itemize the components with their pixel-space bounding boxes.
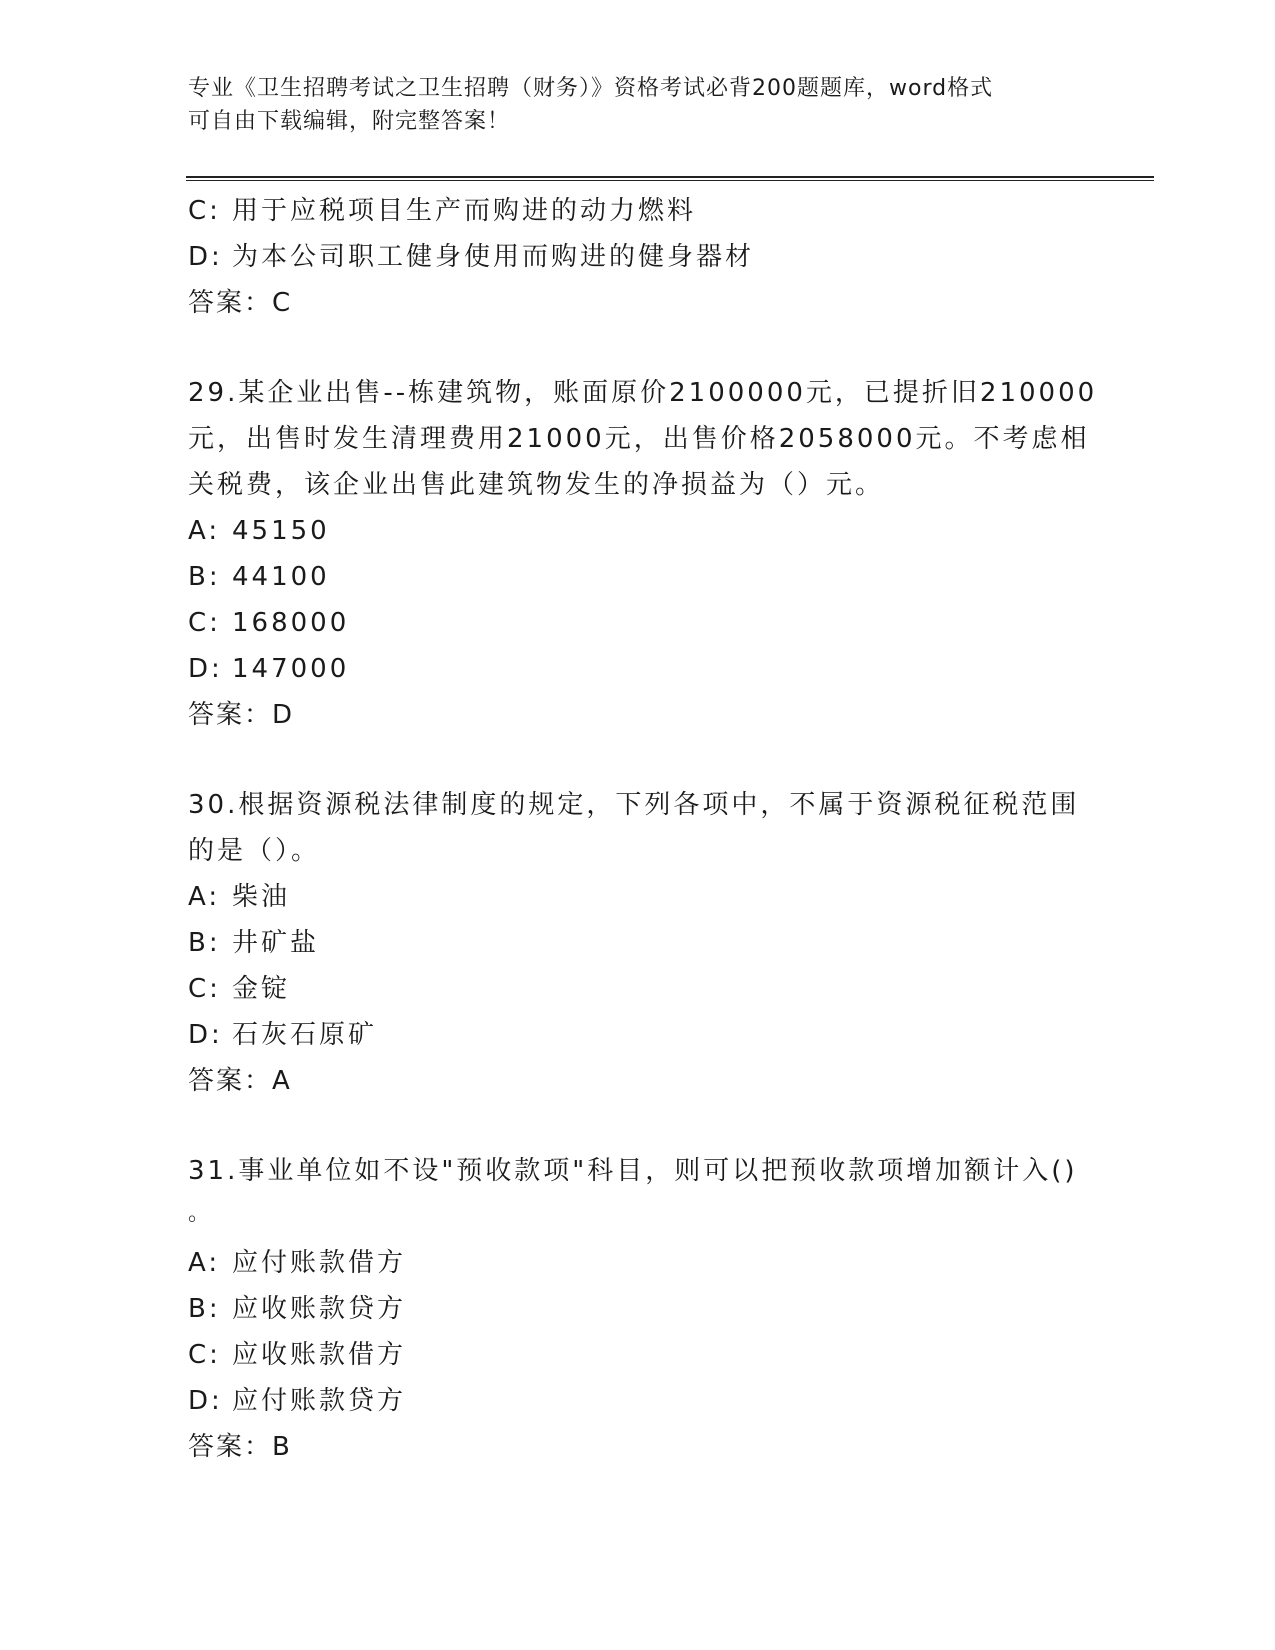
option-text: 应付账款贷方 bbox=[232, 1386, 407, 1416]
option-text: 井矿盐 bbox=[232, 928, 320, 958]
option-key: C: bbox=[188, 608, 221, 638]
option-key: B: bbox=[188, 1294, 221, 1324]
option-text: 168000 bbox=[232, 608, 350, 638]
question-31 bbox=[188, 1148, 1088, 1470]
spacer bbox=[188, 738, 1088, 782]
answer-line: 答案：A bbox=[188, 1066, 292, 1096]
document-header bbox=[188, 72, 1088, 138]
header-line-1: 专业《卫生招聘考试之卫生招聘（财务）》资格考试必背200题题库，word格式 bbox=[188, 76, 994, 101]
option-text: 应收账款贷方 bbox=[232, 1294, 407, 1324]
option-d bbox=[188, 646, 1088, 692]
spacer bbox=[188, 1104, 1088, 1148]
stem-line: 的是（）。 bbox=[188, 836, 321, 866]
option-text: 147000 bbox=[232, 654, 350, 684]
option-b bbox=[188, 1286, 1088, 1332]
option-text: 用于应税项目生产而购进的动力燃料 bbox=[232, 196, 697, 226]
stem-line: 关税费，该企业出售此建筑物发生的净损益为（）元。 bbox=[188, 470, 885, 500]
option-key: B: bbox=[188, 928, 221, 958]
option-text: 应付账款借方 bbox=[232, 1248, 407, 1278]
spacer bbox=[188, 326, 1088, 370]
header-line-2: 可自由下载编辑，附完整答案！ bbox=[188, 109, 511, 134]
option-a bbox=[188, 1240, 1088, 1286]
option-key: C: bbox=[188, 1340, 221, 1370]
option-c bbox=[188, 1332, 1088, 1378]
option-key: D: bbox=[188, 1020, 223, 1050]
answer-line: 答案：C bbox=[188, 288, 293, 318]
option-text: 应收账款借方 bbox=[232, 1340, 407, 1370]
option-a bbox=[188, 874, 1088, 920]
option-a bbox=[188, 508, 1088, 554]
answer-line: 答案：D bbox=[188, 700, 295, 730]
option-key: A: bbox=[188, 516, 221, 546]
option-key: C: bbox=[188, 974, 221, 1004]
option-text: 44100 bbox=[232, 562, 330, 592]
option-c bbox=[188, 600, 1088, 646]
option-key: D: bbox=[188, 654, 223, 684]
stem-line: 元，出售时发生清理费用21000元，出售价格2058000元。不考虑相 bbox=[188, 424, 1090, 454]
question-stem bbox=[188, 370, 1098, 508]
header-divider bbox=[186, 176, 1154, 181]
option-c bbox=[188, 188, 1088, 234]
stem-line: 29.某企业出售--栋建筑物，账面原价2100000元，已提折旧210000 bbox=[188, 378, 1098, 408]
question-stem bbox=[188, 782, 1088, 874]
option-text: 为本公司职工健身使用而购进的健身器材 bbox=[232, 242, 755, 272]
answer-line: 答案：B bbox=[188, 1432, 292, 1462]
option-d bbox=[188, 1012, 1088, 1058]
option-text: 45150 bbox=[232, 516, 330, 546]
question-30 bbox=[188, 782, 1088, 1104]
option-d bbox=[188, 234, 1088, 280]
option-key: A: bbox=[188, 882, 221, 912]
option-b bbox=[188, 554, 1088, 600]
stem-line: 31.事业单位如不设"预收款项"科目，则可以把预收款项增加额计入() bbox=[188, 1156, 1078, 1186]
stem-line: 30.根据资源税法律制度的规定，下列各项中，不属于资源税征税范围 bbox=[188, 790, 1080, 820]
option-text: 石灰石原矿 bbox=[232, 1020, 378, 1050]
question-content bbox=[188, 188, 1098, 1470]
option-text: 柴油 bbox=[232, 882, 291, 912]
option-key: D: bbox=[188, 242, 223, 272]
question-28-tail bbox=[188, 188, 1088, 326]
stem-line: 。 bbox=[188, 1201, 214, 1226]
option-key: D: bbox=[188, 1386, 223, 1416]
question-29 bbox=[188, 370, 1098, 738]
option-text: 金锭 bbox=[232, 974, 291, 1004]
option-key: B: bbox=[188, 562, 221, 592]
option-key: A: bbox=[188, 1248, 221, 1278]
option-b bbox=[188, 920, 1088, 966]
question-stem bbox=[188, 1148, 1088, 1240]
option-d bbox=[188, 1378, 1088, 1424]
option-key: C: bbox=[188, 196, 221, 226]
option-c bbox=[188, 966, 1088, 1012]
